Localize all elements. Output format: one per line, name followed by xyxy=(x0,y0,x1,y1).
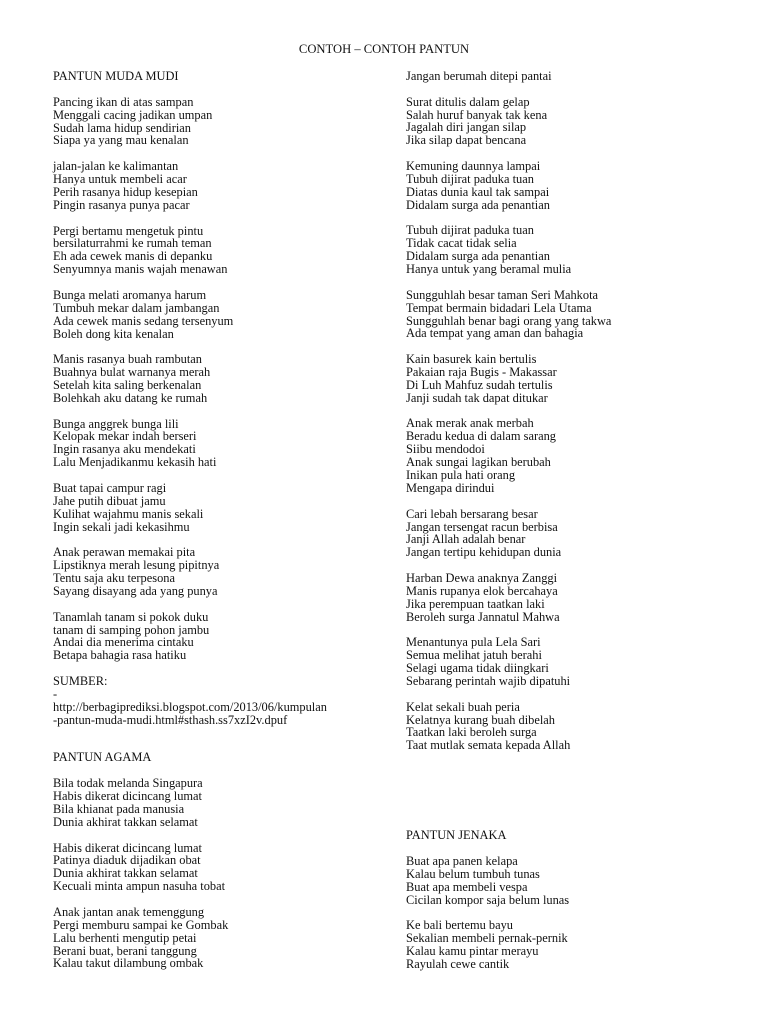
verse-line: Anak sungai lagikan berubah xyxy=(406,455,551,470)
stanza xyxy=(406,224,736,276)
verse-line: Senyumnya manis wajah menawan xyxy=(53,262,228,277)
verse-line: Kalau belum tumbuh tunas xyxy=(406,866,540,881)
verse-line: Anak perawan memakai pita xyxy=(53,545,196,560)
stanza xyxy=(406,508,736,560)
verse-line: Lipstiknya merah lesung pipitnya xyxy=(53,558,220,573)
verse-line: Tumbuh mekar dalam jambangan xyxy=(53,300,220,315)
verse-line: Bila khianat pada manusia xyxy=(53,801,185,816)
verse-line: Tempat bermain bidadari Lela Utama xyxy=(406,300,592,315)
source-block xyxy=(53,675,383,727)
verse-line: Dunia akhirat takkan selamat xyxy=(53,814,198,829)
verse-line: Patinya diaduk dijadikan obat xyxy=(53,853,201,868)
verse-line: Jangan tersengat racun berbisa xyxy=(406,519,558,534)
verse-line: Siibu mendodoi xyxy=(406,442,485,457)
verse-line: Diatas dunia kaul tak sampai xyxy=(406,184,550,199)
verse-line: Perih rasanya hidup kesepian xyxy=(53,184,198,199)
verse-line: Habis dikerat dicincang lumat xyxy=(53,789,202,804)
verse-line: Sekalian membeli pernak-pernik xyxy=(406,931,568,946)
verse-line: Tanamlah tanam si pokok duku xyxy=(53,609,209,624)
verse-line: Eh ada cewek manis di depanku xyxy=(53,249,213,264)
verse-line: Kalau takut dilambung ombak xyxy=(53,956,204,971)
verse-line: Kulihat wajahmu manis sekali xyxy=(53,506,204,521)
stanza xyxy=(406,417,736,494)
verse-line: Ingin sekali jadi kekasihmu xyxy=(53,519,190,534)
verse-line: Salah huruf banyak tak kena xyxy=(406,107,548,122)
verse-line: Inikan pula hati orang xyxy=(406,468,516,483)
verse-line: Buat apa membeli vespa xyxy=(406,879,528,894)
agama-stanzas xyxy=(53,777,383,970)
verse-line: Andai dia menerima cintaku xyxy=(53,635,194,650)
verse-line: Bunga anggrek bunga lili xyxy=(53,416,179,431)
section-heading-muda-mudi: PANTUN MUDA MUDI xyxy=(53,69,179,83)
verse-line: Jika silap dapat bencana xyxy=(406,133,527,148)
stanza xyxy=(53,225,383,277)
verse-line: Didalam surga ada penantian xyxy=(406,249,550,264)
verse-line: Pancing ikan di atas sampan xyxy=(53,94,194,109)
verse-line: Kain basurek kain bertulis xyxy=(406,352,537,367)
stanza xyxy=(53,546,383,598)
section-heading-jenaka: PANTUN JENAKA xyxy=(406,828,507,843)
verse-line: Beroleh surga Jannatul Mahwa xyxy=(406,609,560,624)
verse-line: Lalu Menjadikanmu kekasih hati xyxy=(53,455,217,470)
verse-line: Ada tempat yang aman dan bahagia xyxy=(406,326,584,341)
verse-line: Setelah kita saling berkenalan xyxy=(53,378,202,393)
verse-line: Ke bali bertemu bayu xyxy=(406,918,514,933)
verse-line: Taatkan laki beroleh surga xyxy=(406,725,537,740)
verse-line: Bolehkah aku datang ke rumah xyxy=(53,390,208,405)
verse-line: bersilaturrahmi ke rumah teman xyxy=(53,236,212,251)
verse-line: Boleh dong kita kenalan xyxy=(53,326,174,341)
verse-line: Sungguhlah benar bagi orang yang takwa xyxy=(406,313,612,328)
verse-line: Habis dikerat dicincang lumat xyxy=(53,840,202,855)
stanza xyxy=(53,906,383,970)
verse-line: Rayulah cewe cantik xyxy=(406,957,510,972)
verse-line: Siapa ya yang mau kenalan xyxy=(53,133,189,148)
document-title: CONTOH – CONTOH PANTUN xyxy=(298,42,470,56)
verse-line: Mengapa dirindui xyxy=(406,480,495,495)
verse-line: jalan-jalan ke kalimantan xyxy=(53,159,179,174)
verse-line: Kalau kamu pintar merayu xyxy=(406,944,539,959)
stanza xyxy=(53,482,383,534)
source-url-line-1[interactable]: http://berbagiprediksi.blogspot.com/2013/06/kumpulan xyxy=(53,699,327,714)
stanza xyxy=(53,353,383,405)
verse-line: Jangan berumah ditepi pantai xyxy=(406,69,552,83)
verse-line: Jahe putih dibuat jamu xyxy=(53,493,166,508)
verse-line: Kemuning daunnya lampai xyxy=(406,159,541,174)
verse-line: Kecuali minta ampun nasuha tobat xyxy=(53,879,226,894)
verse-line: Pergi memburu sampai ke Gombak xyxy=(53,917,229,932)
verse-line: Taat mutlak semata kepada Allah xyxy=(406,738,571,753)
agama-continued-stanzas xyxy=(406,70,736,752)
verse-line: Sungguhlah besar taman Seri Mahkota xyxy=(406,287,599,302)
verse-line: Kelopak mekar indah berseri xyxy=(53,429,197,444)
verse-line: Pergi bertamu mengetuk pintu xyxy=(53,223,204,238)
stanza xyxy=(406,855,736,907)
verse-line: Pakaian raja Bugis - Makassar xyxy=(406,365,557,380)
verse-line: Hanya untuk membeli acar xyxy=(53,172,187,187)
verse-line: Buat apa panen kelapa xyxy=(406,854,518,869)
verse-line: Semua melihat jatuh berahi xyxy=(406,648,542,663)
source-dash: - xyxy=(53,686,58,701)
verse-line: Cicilan kompor saja belum lunas xyxy=(406,892,570,907)
verse-line: Manis rupanya elok bercahaya xyxy=(406,583,558,598)
jenaka-stanzas xyxy=(406,855,736,971)
stanza xyxy=(53,96,383,148)
verse-line: Tubuh dijirat paduka tuan xyxy=(406,171,534,186)
verse-line: Janji Allah adalah benar xyxy=(406,532,526,547)
stanza xyxy=(406,160,736,212)
verse-line: Sebarang perintah wajib dipatuhi xyxy=(406,674,571,689)
verse-line: Hanya untuk yang beramal mulia xyxy=(406,262,572,277)
verse-line: Didalam surga ada penantian xyxy=(406,197,550,212)
stanza xyxy=(406,919,736,971)
verse-line: Surat ditulis dalam gelap xyxy=(406,94,530,109)
stanza xyxy=(406,96,736,148)
verse-line: Sayang disayang ada yang punya xyxy=(53,583,218,598)
stanza xyxy=(53,418,383,470)
verse-line: Cari lebah bersarang besar xyxy=(406,506,538,521)
stanza xyxy=(406,70,736,83)
verse-line: Pingin rasanya punya pacar xyxy=(53,197,190,212)
verse-line: Di Luh Mahfuz sudah tertulis xyxy=(406,377,553,392)
verse-line: Harban Dewa anaknya Zanggi xyxy=(406,570,558,585)
stanza xyxy=(406,353,736,405)
stanza xyxy=(53,160,383,212)
stanza xyxy=(406,701,736,753)
verse-line: Lalu berhenti mengutip petai xyxy=(53,930,197,945)
verse-line: Selagi ugama tidak diingkari xyxy=(406,661,549,676)
verse-line: Berani buat, berani tanggung xyxy=(53,943,197,958)
verse-line: Bunga melati aromanya harum xyxy=(53,287,207,302)
verse-line: Jangan tertipu kehidupan dunia xyxy=(406,545,562,560)
verse-line: Ada cewek manis sedang tersenyum xyxy=(53,313,234,328)
muda-mudi-stanzas xyxy=(53,96,383,662)
verse-line: Buahnya bulat warnanya merah xyxy=(53,365,211,380)
verse-line: Beradu kedua di dalam sarang xyxy=(406,429,557,444)
verse-line: Tubuh dijirat paduka tuan xyxy=(406,223,534,238)
verse-line: Tentu saja aku terpesona xyxy=(53,571,175,586)
verse-line: Menggali cacing jadikan umpan xyxy=(53,107,213,122)
verse-line: Kelat sekali buah peria xyxy=(406,699,520,714)
verse-line: tanam di samping pohon jambu xyxy=(53,622,210,637)
stanza xyxy=(406,636,736,688)
verse-line: Manis rasanya buah rambutan xyxy=(53,352,202,367)
verse-line: Anak jantan anak temenggung xyxy=(53,904,205,919)
verse-line: Jika perempuan taatkan laki xyxy=(406,596,545,611)
section-heading-agama: PANTUN AGAMA xyxy=(53,750,152,765)
verse-line: Sudah lama hidup sendirian xyxy=(53,120,191,135)
stanza xyxy=(53,289,383,341)
verse-line: Janji sudah tak dapat ditukar xyxy=(406,390,548,405)
stanza xyxy=(406,289,736,341)
verse-line: Menantunya pula Lela Sari xyxy=(406,635,541,650)
source-label: SUMBER: xyxy=(53,674,108,689)
source-url-line-2[interactable]: -pantun-muda-mudi.html#sthash.ss7xzI2v.dpuf xyxy=(53,712,288,727)
verse-line: Tidak cacat tidak selia xyxy=(406,236,517,251)
stanza xyxy=(53,611,383,663)
verse-line: Jagalah diri jangan silap xyxy=(406,120,527,135)
stanza xyxy=(406,572,736,624)
stanza xyxy=(53,777,383,829)
verse-line: Bila todak melanda Singapura xyxy=(53,776,203,791)
verse-line: Buat tapai campur ragi xyxy=(53,480,167,495)
verse-line: Kelatnya kurang buah dibelah xyxy=(406,712,555,727)
left-column xyxy=(53,70,383,970)
stanza xyxy=(53,842,383,894)
verse-line: Anak merak anak merbah xyxy=(406,416,534,431)
right-column xyxy=(406,70,736,971)
verse-line: Betapa bahagia rasa hatiku xyxy=(53,648,187,663)
verse-line: Ingin rasanya aku mendekati xyxy=(53,442,196,457)
verse-line: Dunia akhirat takkan selamat xyxy=(53,866,198,881)
